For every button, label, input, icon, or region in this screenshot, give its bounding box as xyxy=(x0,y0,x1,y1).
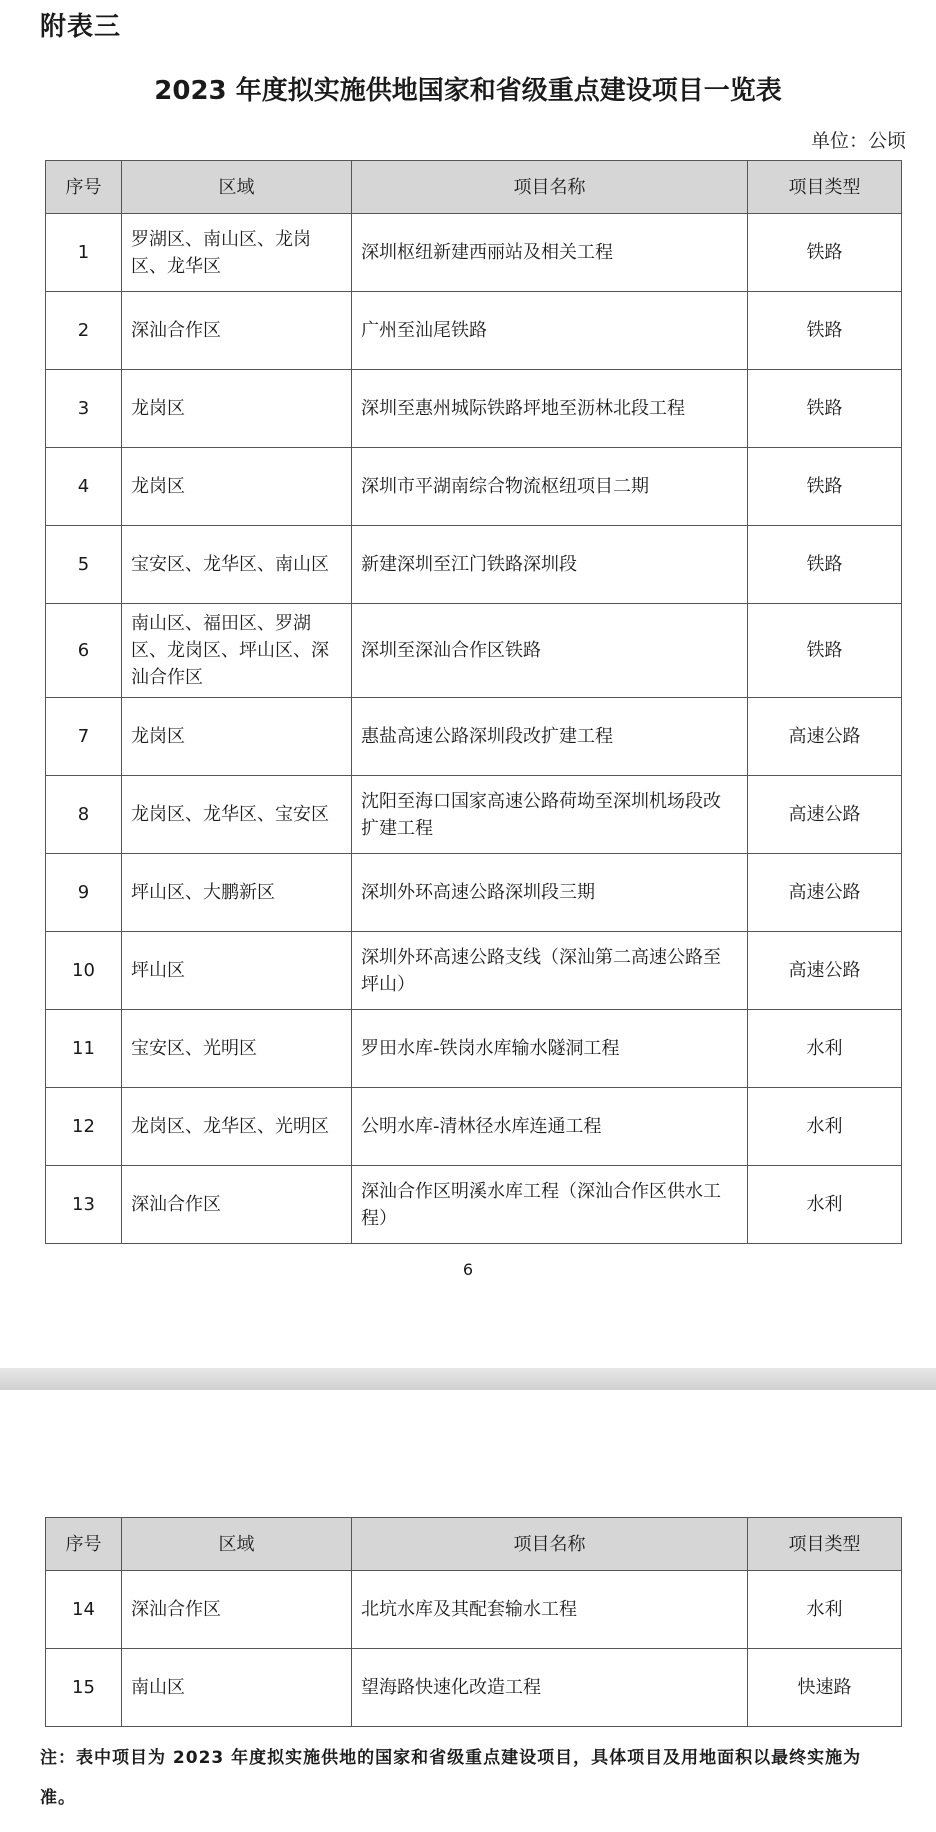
footnote: 注：表中项目为 2023 年度拟实施供地的国家和省级重点建设项目，具体项目及用地面积以最终实施为准。 xyxy=(40,1748,862,1808)
cell-name: 沈阳至海口国家高速公路荷坳至深圳机场段改扩建工程 xyxy=(352,776,748,854)
table-header-row xyxy=(46,1518,902,1571)
cell-type: 铁路 xyxy=(748,448,902,526)
cell-name: 深汕合作区明溪水库工程（深汕合作区供水工程） xyxy=(352,1166,748,1244)
cell-region: 龙岗区、龙华区、光明区 xyxy=(122,1088,352,1166)
cell-type: 铁路 xyxy=(748,604,902,698)
cell-region: 龙岗区 xyxy=(122,370,352,448)
cell-type: 铁路 xyxy=(748,370,902,448)
cell-num: 12 xyxy=(46,1088,122,1166)
cell-type: 水利 xyxy=(748,1010,902,1088)
table-row xyxy=(46,604,902,698)
table-row xyxy=(46,1088,902,1166)
cell-num: 1 xyxy=(46,214,122,292)
header-name: 项目名称 xyxy=(352,161,748,214)
cell-num: 5 xyxy=(46,526,122,604)
cell-name: 罗田水库-铁岗水库输水隧洞工程 xyxy=(352,1010,748,1088)
table-row xyxy=(46,698,902,776)
table-header-row xyxy=(46,161,902,214)
header-name: 项目名称 xyxy=(352,1518,748,1571)
table-row xyxy=(46,1649,902,1727)
table-row xyxy=(46,932,902,1010)
cell-region: 南山区 xyxy=(122,1649,352,1727)
cell-num: 11 xyxy=(46,1010,122,1088)
cell-type: 高速公路 xyxy=(748,776,902,854)
cell-num: 9 xyxy=(46,854,122,932)
cell-name: 深圳外环高速公路深圳段三期 xyxy=(352,854,748,932)
cell-region: 龙岗区、龙华区、宝安区 xyxy=(122,776,352,854)
cell-type: 铁路 xyxy=(748,292,902,370)
cell-name: 望海路快速化改造工程 xyxy=(352,1649,748,1727)
table-row xyxy=(46,854,902,932)
cell-region: 龙岗区 xyxy=(122,448,352,526)
cell-num: 2 xyxy=(46,292,122,370)
table-row xyxy=(46,214,902,292)
cell-region: 龙岗区 xyxy=(122,698,352,776)
cell-region: 深汕合作区 xyxy=(122,1166,352,1244)
cell-type: 铁路 xyxy=(748,214,902,292)
cell-name: 广州至汕尾铁路 xyxy=(352,292,748,370)
header-num: 序号 xyxy=(46,1518,122,1571)
cell-type: 水利 xyxy=(748,1166,902,1244)
cell-name: 北坑水库及其配套输水工程 xyxy=(352,1571,748,1649)
cell-type: 快速路 xyxy=(748,1649,902,1727)
cell-name: 新建深圳至江门铁路深圳段 xyxy=(352,526,748,604)
cell-name: 公明水库-清林径水库连通工程 xyxy=(352,1088,748,1166)
table-row xyxy=(46,526,902,604)
cell-region: 宝安区、龙华区、南山区 xyxy=(122,526,352,604)
page-separator xyxy=(0,1368,936,1390)
cell-num: 8 xyxy=(46,776,122,854)
unit-label: 单位：公顷 xyxy=(810,130,906,152)
cell-name: 深圳外环高速公路支线（深汕第二高速公路至坪山） xyxy=(352,932,748,1010)
cell-type: 高速公路 xyxy=(748,854,902,932)
cell-num: 4 xyxy=(46,448,122,526)
header-type: 项目类型 xyxy=(748,161,902,214)
page-number: 6 xyxy=(462,1260,474,1279)
table-row xyxy=(46,292,902,370)
cell-region: 南山区、福田区、罗湖区、龙岗区、坪山区、深汕合作区 xyxy=(122,604,352,698)
cell-name: 深圳枢纽新建西丽站及相关工程 xyxy=(352,214,748,292)
cell-num: 15 xyxy=(46,1649,122,1727)
table-row xyxy=(46,1571,902,1649)
cell-name: 惠盐高速公路深圳段改扩建工程 xyxy=(352,698,748,776)
cell-num: 3 xyxy=(46,370,122,448)
table-row xyxy=(46,370,902,448)
cell-num: 10 xyxy=(46,932,122,1010)
cell-region: 宝安区、光明区 xyxy=(122,1010,352,1088)
table-row xyxy=(46,776,902,854)
table-row xyxy=(46,1166,902,1244)
table-row xyxy=(46,448,902,526)
cell-region: 坪山区、大鹏新区 xyxy=(122,854,352,932)
cell-name: 深圳至深汕合作区铁路 xyxy=(352,604,748,698)
cell-type: 高速公路 xyxy=(748,932,902,1010)
cell-num: 7 xyxy=(46,698,122,776)
cell-type: 铁路 xyxy=(748,526,902,604)
header-region: 区域 xyxy=(122,1518,352,1571)
table-row xyxy=(46,1010,902,1088)
project-table-page-1 xyxy=(45,160,902,1244)
cell-type: 高速公路 xyxy=(748,698,902,776)
cell-type: 水利 xyxy=(748,1088,902,1166)
header-region: 区域 xyxy=(122,161,352,214)
header-num: 序号 xyxy=(46,161,122,214)
project-table-page-2 xyxy=(45,1517,902,1727)
document-title: 2023 年度拟实施供地国家和省级重点建设项目一览表 xyxy=(154,76,782,106)
cell-num: 14 xyxy=(46,1571,122,1649)
cell-name: 深圳至惠州城际铁路坪地至沥林北段工程 xyxy=(352,370,748,448)
cell-region: 坪山区 xyxy=(122,932,352,1010)
page-label: 附表三 xyxy=(40,12,122,42)
cell-name: 深圳市平湖南综合物流枢纽项目二期 xyxy=(352,448,748,526)
cell-region: 深汕合作区 xyxy=(122,292,352,370)
cell-region: 罗湖区、南山区、龙岗区、龙华区 xyxy=(122,214,352,292)
cell-num: 6 xyxy=(46,604,122,698)
header-type: 项目类型 xyxy=(748,1518,902,1571)
cell-num: 13 xyxy=(46,1166,122,1244)
cell-region: 深汕合作区 xyxy=(122,1571,352,1649)
cell-type: 水利 xyxy=(748,1571,902,1649)
